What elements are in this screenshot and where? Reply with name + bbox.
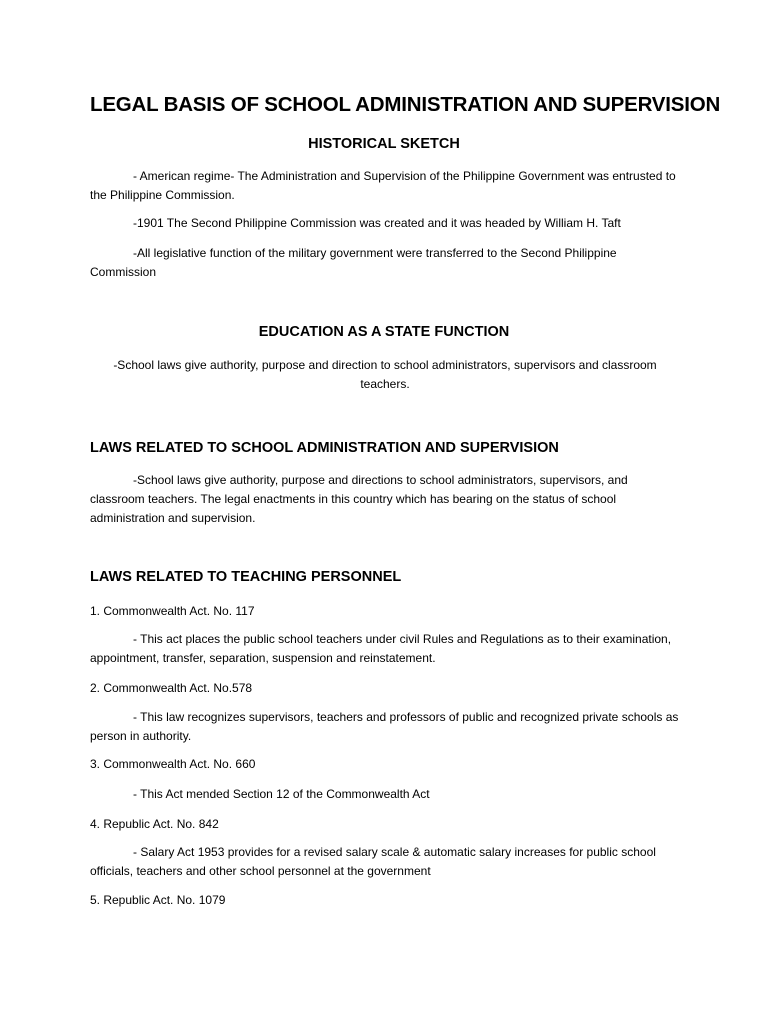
law-item-title: 2. Commonwealth Act. No.578 [90,681,253,695]
historical-paragraph: - American regime- The Administration and Supervision of the Philippine Government was entrusted to the Philippine Commission. [90,169,676,202]
law-item-description: - This law recognizes supervisors, teachers and professors of public and recognized private schools as person in authority. [90,710,679,743]
historical-sketch-heading: HISTORICAL SKETCH [308,136,460,152]
laws-admin-heading: LAWS RELATED TO SCHOOL ADMINISTRATION AND SUPERVISION [90,440,559,456]
laws-teaching-heading: LAWS RELATED TO TEACHING PERSONNEL [90,569,402,585]
law-item-title: 3. Commonwealth Act. No. 660 [90,757,256,771]
law-item-description: - This act places the public school teachers under civil Rules and Regulations as to their examination, appointment, transfer, separation, suspension and reinstatement. [90,632,672,665]
historical-paragraph: -All legislative function of the military government were transferred to the Second Philippine Commission [90,246,617,279]
law-item-description: - This Act mended Section 12 of the Commonwealth Act [133,787,430,801]
laws-admin-text: -School laws give authority, purpose and directions to school administrators, supervisors, and classroom teachers. The legal enactments in this country which has bearing on the status of school administration and supervision. [90,473,628,525]
document-title: LEGAL BASIS OF SCHOOL ADMINISTRATION AND SUPERVISION [90,93,721,116]
law-item-title: 5. Republic Act. No. 1079 [90,893,226,907]
state-function-heading: EDUCATION AS A STATE FUNCTION [258,324,510,340]
law-item-title: 1. Commonwealth Act. No. 117 [90,604,255,618]
law-item-title: 4. Republic Act. No. 842 [90,817,219,831]
state-function-text: -School laws give authority, purpose and direction to school administrators, supervisors and classroom teachers. [113,358,657,391]
historical-paragraph: -1901 The Second Philippine Commission was created and it was headed by William H. Taft [133,216,621,230]
law-item-description: - Salary Act 1953 provides for a revised salary scale & automatic salary increases for public school officials, teachers and other school personnel at the government [90,845,656,878]
